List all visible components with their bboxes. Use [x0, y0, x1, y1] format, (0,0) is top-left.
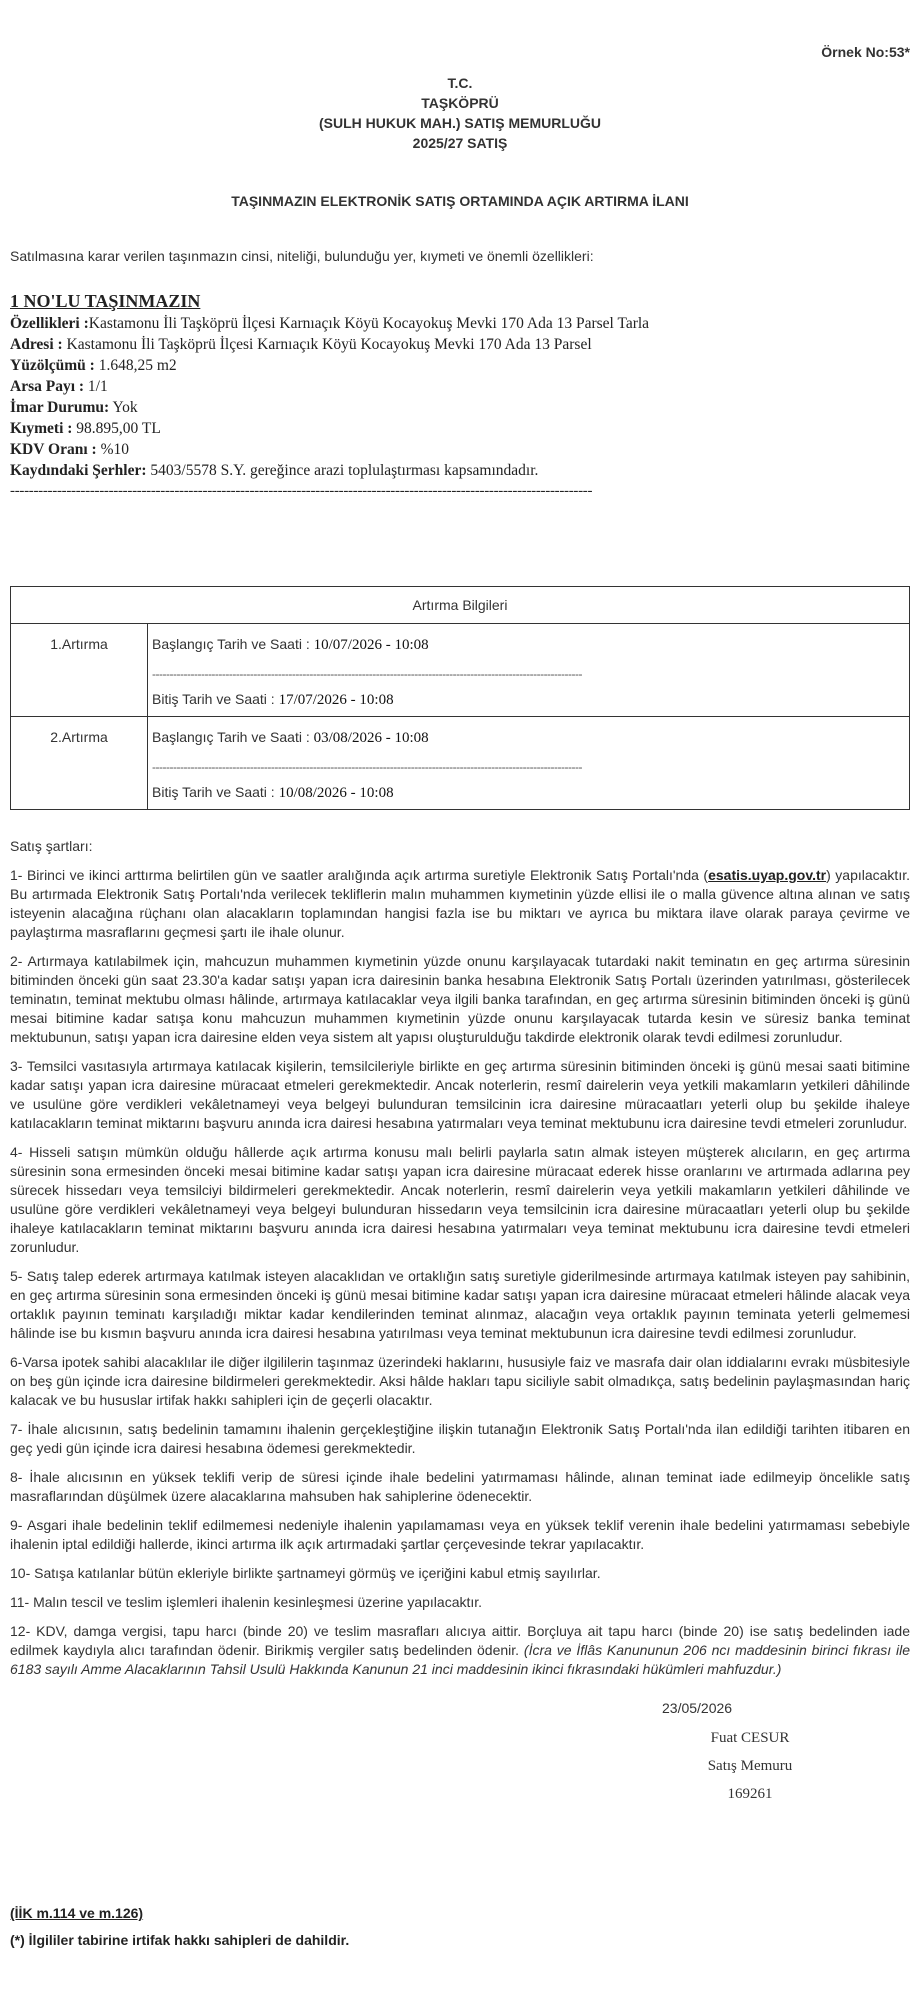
conditions-list [10, 866, 910, 1689]
condition-6: 6-Varsa ipotek sahibi alacaklılar ile diğer ilgililerin taşınmaz üzerindeki haklarını, hususiyle faiz ve masrafa dair olan iddialarını evrakı müsbitesiyle on beş gün içinde icra dairesine bildirmeleri gerekmektedir. Aksi hâlde hakları tapu siciliyle sabit olmadıkça, satış bedelinin paylaşmasından hariç kalacak ve bu hususlar irtifak hakkı sahipleri için de geçerli olacaktır. [10, 1354, 910, 1408]
property-value-row [10, 418, 650, 439]
header-file-number: 2025/27 SATIŞ [412, 135, 508, 151]
property-zoning-row [10, 397, 650, 418]
condition-1-text-a: 1- Birinci ve ikinci arttırma belirtilen gün ve saatler aralığında açık artırma suretiyle Elektronik Satış Portalı'nda ( [10, 867, 709, 883]
document-header [10, 73, 910, 153]
area-value: 1.648,25 m2 [98, 357, 177, 374]
property-divider: ---------------------------------------------------------------------------------------------------------------------------- [10, 483, 593, 499]
footnote: (*) İlgililer tabirine irtifak hakkı sahipleri de dahildir. [10, 1932, 350, 1948]
auction-divider: --------------------------------------------------------------------------------------------------------------------------- [152, 760, 583, 774]
announcement-title: TAŞINMAZIN ELEKTRONİK SATIŞ ORTAMINDA AÇIK ARTIRMA İLANI [231, 193, 689, 209]
header-office: (SULH HUKUK MAH.) SATIŞ MEMURLUĞU [318, 115, 602, 131]
signature-block [650, 1698, 850, 1808]
property-title: 1 NO'LU TAŞINMAZIN [10, 291, 201, 311]
header-city: TAŞKÖPRÜ [421, 95, 499, 111]
condition-3: 3- Temsilci vasıtasıyla artırmaya katılacak kişilerin, temsilcileriyle birlikte en geç artırma süresinin bitiminden önceki iş günü mesai saati bitimine kadar satışı yapan icra dairesine müracaat etmeleri gerekmektedir. Ancak noterlerin, resmî dairelerin veya yetkili makamların yetkileri dâhilinde ve usulüne göre verdikleri vekâletnameyi veya belgeyi bulunduran temsilcinin icra dairesine müracaatları yeterli olup bu şekilde ihaleye katılacakların teminat miktarını başvuru anında icra dairesi hesabına yatırmaları veya teminat mektubunu icra dairesine tevdi etmeleri zorunludur. [10, 1058, 910, 1131]
auction-round-label: 2.Artırma [11, 717, 148, 810]
auction-round-label: 1.Artırma [11, 624, 148, 717]
condition-8: 8- İhale alıcısının en yüksek teklifi verip de süresi içinde ihale bedelini yatırmaması hâlinde, alınan teminat iade edilmeyip öncelikle satış masraflarından düşülmek üzere alacaklarına mahsuben hak sahiplerine ödenecektir. [10, 1469, 910, 1504]
features-value: Kastamonu İli Taşköprü İlçesi Karnıaçık Köyü Kocayokuş Mevki 170 Ada 13 Parsel Tarla [88, 315, 650, 332]
legal-reference: (İİK m.114 ve m.126) [10, 1905, 144, 1921]
condition-10: 10- Satışa katılanlar bütün ekleriyle birlikte şartnameyi görmüş ve içeriğini kabul etmiş sayılırlar. [10, 1565, 601, 1581]
condition-4: 4- Hisseli satışın mümkün olduğu hâllerde açık artırma konusu malı belirli paylarla satın almak isteyen müşterek alıcıların, en geç artırma süresinin sona ermesinden önceki mesai bitimine kadar satışı yapan icra dairesine müracaat ederek hisse oranlarını ve artırmada adlarına pey sürecek hissedarı veya temsilciyi bildirmeleri gerekmektedir. Ancak noterlerin, resmî dairelerin veya yetkili makamların yetkileri dâhilinde ve usulüne göre verdikleri vekâletnameyi veya belgeyi bulunduran hissedarın veya temsilcinin icra dairesine müracaatları yeterli olup bu şekilde ihaleye katılacakların teminat miktarını başvuru anında icra dairesi hesabına yatırmaları veya teminat mektubunu icra dairesine tevdi etmeleri zorunludur. [10, 1144, 910, 1255]
condition-7: 7- İhale alıcısının, satış bedelinin tamamını ihalenin gerçekleştiğine ilişkin tutanağın Elektronik Satış Portalı'nda ilan edildiği tarihten itibaren en geç yedi gün içinde icra dairesi hesabına ödemesi gerekmektedir. [10, 1421, 910, 1456]
condition-12-text: 12- KDV, damga vergisi, tapu harcı (binde 20) ve teslim masrafları alıcıya aittir. Borçluya ait tapu harcı (binde 20) ise satış bedelinden iade edilmek kaydıyla alıcı tarafından ödenir. Birikmiş vergiler satış bedelinden ödenir. [10, 1623, 910, 1658]
signer-name: Fuat CESUR [710, 1730, 790, 1746]
value-amount: 98.895,00 TL [76, 420, 161, 437]
auction-end [152, 689, 905, 710]
esatis-link[interactable]: esatis.uyap.gov.tr [708, 867, 827, 883]
auction-divider: --------------------------------------------------------------------------------------------------------------------------- [152, 667, 583, 681]
auction-dates [148, 717, 910, 810]
condition-1 [10, 866, 910, 942]
features-label: Özellikleri : [10, 315, 89, 332]
property-annotations-row [10, 460, 650, 481]
condition-11: 11- Malın tescil ve teslim işlemleri ihalenin kesinleşmesi üzerine yapılacaktır. [10, 1594, 483, 1610]
property-address-row [10, 334, 650, 355]
share-label: Arsa Payı : [10, 378, 85, 395]
condition-12-legal-note: (İcra ve İflâs Kanununun 206 ncı maddesinin birinci fıkrası ile 6183 sayılı Amme Alacaklarının Tahsil Usulü Hakkında Kanunun 21 inci maddesinin ikinci fıkrasındaki hükümleri mahfuzdur.) [10, 1642, 910, 1677]
vat-label: KDV Oranı : [10, 441, 97, 458]
start-label: Başlangıç Tarih ve Saati : [152, 636, 310, 652]
condition-12 [10, 1622, 910, 1679]
address-label: Adresi : [10, 336, 63, 353]
zoning-value: Yok [112, 399, 138, 416]
property-share-row [10, 376, 650, 397]
end-value: 17/07/2026 - 10:08 [278, 692, 394, 708]
condition-9: 9- Asgari ihale bedelinin teklif edilmemesi nedeniyle ihalenin yapılamaması veya en yüksek teklif verenin ihale bedelini yatırmaması sebebiyle ihalenin iptal edildiği hallerde, ikinci artırma ilk açık artırmadaki şartlar çerçevesinde tekrar yapılacaktır. [10, 1517, 910, 1552]
share-value: 1/1 [87, 378, 108, 395]
property-area-row [10, 355, 650, 376]
property-section [10, 289, 650, 502]
end-label: Bitiş Tarih ve Saati : [152, 784, 275, 800]
end-label: Bitiş Tarih ve Saati : [152, 691, 275, 707]
signer-title: Satış Memuru [707, 1758, 793, 1774]
property-vat-row [10, 439, 650, 460]
signature-date: 23/05/2026 [662, 1700, 733, 1716]
address-value: Kastamonu İli Taşköprü İlçesi Karnıaçık Köyü Kocayokuş Mevki 170 Ada 13 Parsel [66, 336, 592, 353]
zoning-label: İmar Durumu: [10, 399, 110, 416]
auction-dates [148, 624, 910, 717]
property-features-row [10, 313, 650, 334]
auction-row-1 [11, 624, 910, 717]
header-tc: T.C. [447, 75, 473, 91]
auction-start [152, 634, 905, 655]
value-label: Kıymeti : [10, 420, 73, 437]
signer-number: 169261 [727, 1786, 773, 1802]
auction-start [152, 727, 905, 748]
start-value: 10/07/2026 - 10:08 [313, 637, 429, 653]
start-label: Başlangıç Tarih ve Saati : [152, 729, 310, 745]
vat-value: %10 [100, 441, 129, 458]
auction-info-table [10, 586, 910, 810]
auction-table-header: Artırma Bilgileri [11, 587, 910, 624]
auction-row-2 [11, 717, 910, 810]
condition-5: 5- Satış talep ederek artırmaya katılmak isteyen alacaklıdan ve ortaklığın satış suretiyle giderilmesinde artırmaya katılmak isteyen pay sahibinin, en geç artırma süresinin sona ermesinden önceki iş günü mesai bitimine kadar satışı yapan icra dairesine müracaat etmeleri hâlinde alacak veya ortaklık payının teminatı karşıladığı miktar kadar kendilerinden teminat alınmaz, alacağın veya ortaklık payının teminata yeterli gelmemesi hâlinde ise bu kısmın başvuru anında icra dairesi hesabına yatırılması veya teminat mektubunun icra dairesine tevdi edilmesi zorunludur. [10, 1268, 910, 1341]
ornek-number: Örnek No:53* [821, 44, 910, 60]
conditions-title: Satış şartları: [10, 838, 93, 854]
end-value: 10/08/2026 - 10:08 [278, 785, 394, 801]
condition-1-text-b: ) yapılacaktır. Bu artırmada Elektronik Satış Portalı'nda verilecek tekliflerin malın muhammen kıymetinin yüzde ellisi ile o malla güvence altına alınan ve satış isteyenin alacağına rüçhanı olan alacakların toplamından hangisi fazla ise bu miktarı ve ayrıca bu miktara ilave olarak paraya çevirme ve paylaştırma masraflarını geçmesi şartı ile ihale olunur. [10, 867, 910, 940]
condition-2: 2- Artırmaya katılabilmek için, mahcuzun muhammen kıymetinin yüzde onunu karşılayacak tutardaki nakit teminatın en geç artırma süresinin bitiminden önceki gün saat 23.30'a kadar satışı yapan icra dairesinin banka hesabına Elektronik Satış Portalı üzerinden yatırılması, gösterilecek teminatın, teminat mektubu olması hâlinde, artırmaya katılacaklar veya ilgili banka tarafından, en geç artırma süresinin bitiminden önceki iş günü mesai bitimine kadar satışa konu mahcuzun muhammen kıymetinin yüzde onunu karşılayacak tutarda kesin ve süresiz banka teminat mektubunun, satışı yapan icra dairesine elden veya sistem alt yapısı oluşturulduğu takdirde elektronik olarak tevdi edilmesi zorunludur. [10, 953, 910, 1045]
annotations-label: Kaydındaki Şerhler: [10, 462, 147, 479]
start-value: 03/08/2026 - 10:08 [313, 730, 429, 746]
annotations-value: 5403/5578 S.Y. gereğince arazi toplulaştırması kapsamındadır. [150, 462, 539, 479]
auction-end [152, 782, 905, 803]
intro-text: Satılmasına karar verilen taşınmazın cinsi, niteliği, bulunduğu yer, kıymeti ve önemli özellikleri: [10, 248, 594, 264]
area-label: Yüzölçümü : [10, 357, 95, 374]
